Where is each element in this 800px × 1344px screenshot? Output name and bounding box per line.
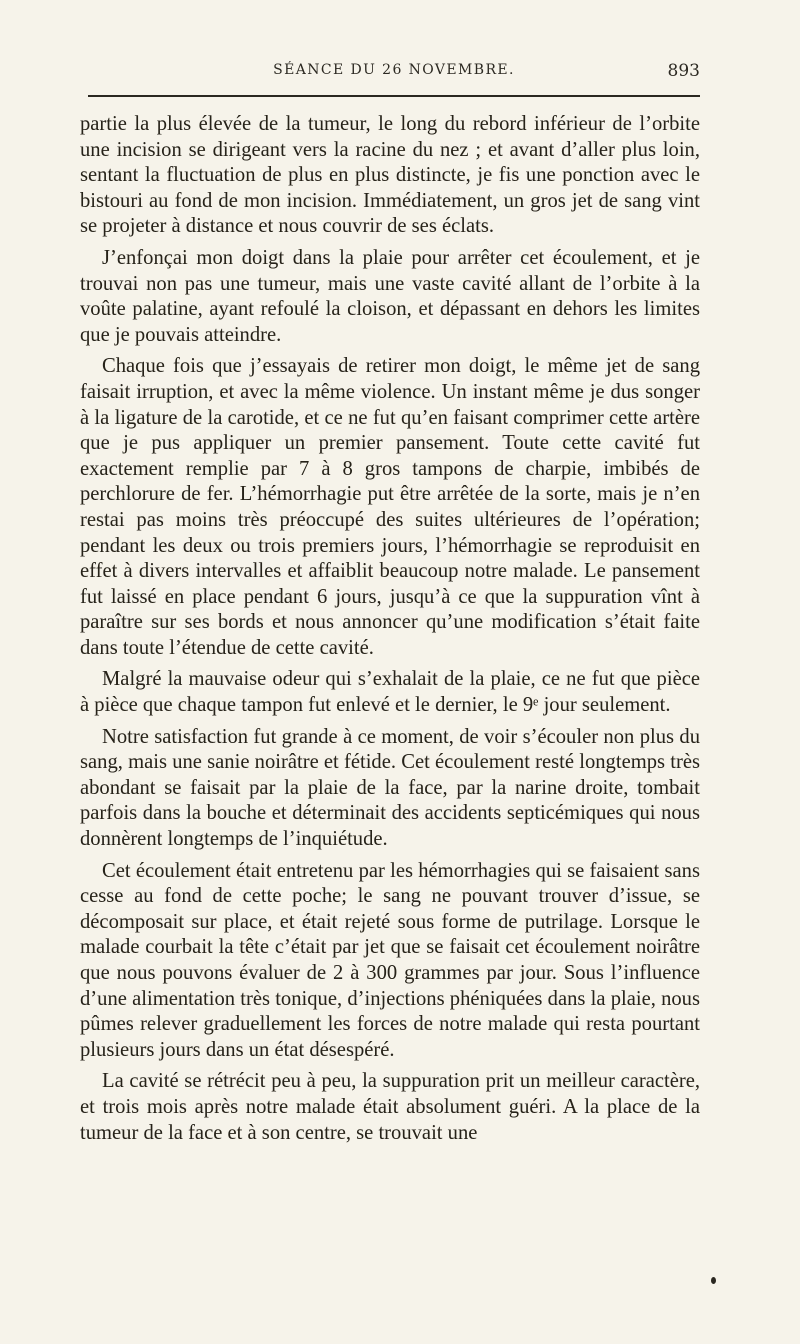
page-number: 893: [667, 61, 700, 81]
paragraph: partie la plus élevée de la tumeur, le long du rebord inférieur de l’orbite une incision se dirigeant vers la racine du nez ; et avant d’aller plus loin, sentant la fluctuation de plus en plus distincte, je fis une ponction avec le bistouri au fond de mon incision. Immédiatement, un gros jet de sang vint se projeter à distance et nous couvrir de ses éclats.: [80, 113, 700, 238]
paragraph: Notre satisfaction fut grande à ce moment, de voir s’écouler non plus du sang, mais une sanie noirâtre et fétide. Cet écoulement resté longtemps très abondant se faisait par la plaie de la face, par la narine droite, tombait parfois dans la bouche et déterminait des accidents septicémiques qui nous donnèrent longtemps de l’inquiétude.: [80, 725, 700, 851]
body-text: [80, 112, 700, 1152]
header-rule: [88, 95, 700, 97]
ink-speck: [711, 1277, 716, 1284]
paragraph: Cet écoulement était entretenu par les hémorrhagies qui se faisaient sans cesse au fond de cette poche; le sang ne pouvant trouver d’issue, se décomposait sur place, et était rejeté sous forme de putrilage. Lorsque le malade courbait la tête c’était par jet que se faisait cet écoulement noirâtre que nous pouvons évaluer de 2 à 300 grammes par jour. Sous l’influence d’une alimentation très tonique, d’injections phéniquées dans la plaie, nous pûmes relever graduellement les forces de notre malade qui resta pourtant plusieurs jours dans un état désespéré.: [80, 859, 700, 1061]
running-title: SÉANCE DU 26 NOVEMBRE.: [273, 62, 515, 78]
paragraph: La cavité se rétrécit peu à peu, la suppuration prit un meilleur caractère, et trois mois après notre malade était absolument guéri. A la place de la tumeur de la face et à son centre, se trouvait une: [80, 1070, 700, 1144]
paragraph: Malgré la mauvaise odeur qui s’exhalait de la plaie, ce ne fut que pièce à pièce que chaque tampon fut enlevé et le dernier, le 9ᵉ jour seulement.: [80, 668, 700, 717]
paragraph: J’enfonçai mon doigt dans la plaie pour arrêter cet écoulement, et je trouvai non pas une tumeur, mais une vaste cavité allant de l’orbite à la voûte palatine, ayant refoulé la cloison, et dépassant en dehors les limites que je pouvais atteindre.: [80, 246, 700, 346]
running-head: [88, 62, 700, 86]
paragraph: Chaque fois que j’essayais de retirer mon doigt, le même jet de sang faisait irruption, et avec la même violence. Un instant même je dus songer à la ligature de la carotide, et ce ne fut qu’en faisant comprimer cette artère que je pus appliquer un premier pansement. Toute cette cavité fut exactement remplie par 7 à 8 gros tampons de charpie, imbibés de perchlorure de fer. L’hémorrhagie put être arrêtée de la sorte, mais je n’en restai pas moins très préoccupé des suites ultérieures de l’opération; pendant les deux ou trois premiers jours, l’hémorrhagie se reproduisit en effet à divers intervalles et affaiblit beaucoup notre malade. Le pansement fut laissé en place pendant 6 jours, jusqu’à ce que la suppuration vînt à paraître sur ses bords et nous annoncer qu’une modification s’était faite dans toute l’étendue de cette cavité.: [80, 355, 700, 659]
